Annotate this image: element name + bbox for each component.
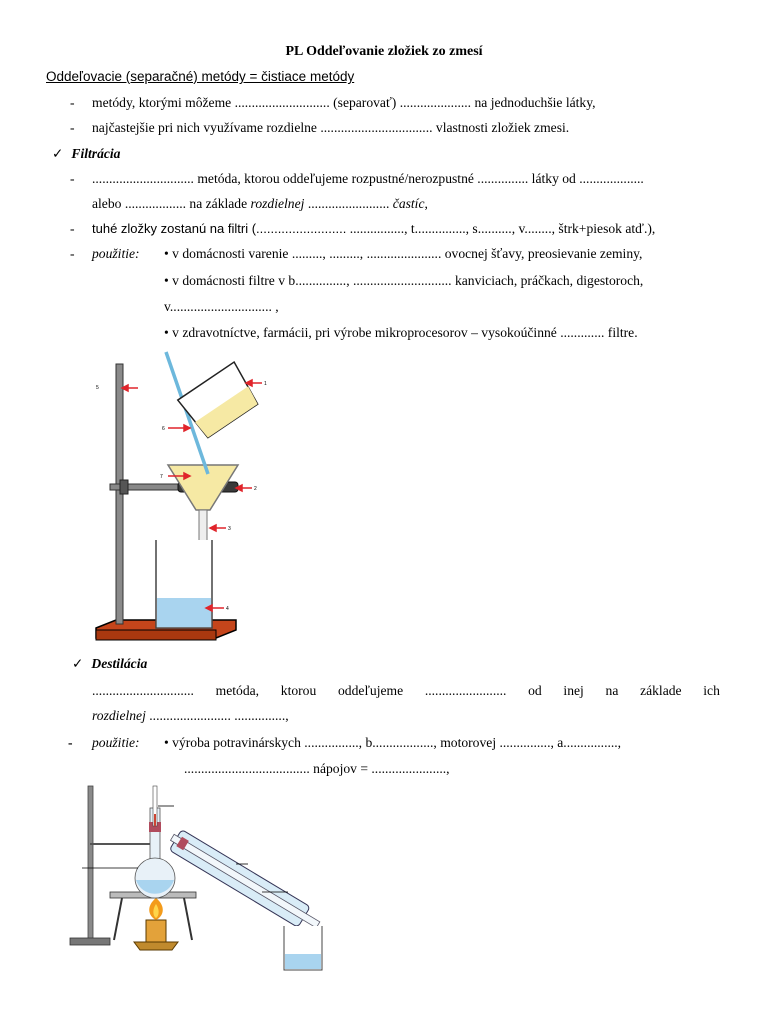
label-3: 3: [228, 526, 231, 532]
destilacia-title: Destilácia: [91, 656, 148, 671]
intro-line-1: metódy, ktorými môžeme ............................ (separovať) ..................... na jednoduchšie látky,: [92, 95, 596, 110]
dash-marker: -: [70, 120, 75, 135]
filtration-apparatus-illustration: [86, 348, 286, 652]
filtracia-line-2: alebo .................. na základe rozdielnej ........................ častíc,: [92, 196, 428, 211]
filtracia-line-3: tuhé zložky zostanú na filtri (......................... ................, t..............., s.........., v........, štrk+piesok atď.),: [92, 221, 656, 236]
distillation-apparatus-illustration: [66, 780, 336, 980]
intro-line-2: najčastejšie pri nich využívame rozdielne ................................. vlastnosti zložiek zmesi.: [92, 120, 570, 135]
label-1: 1: [264, 381, 267, 387]
filtracia-use-3: • v zdravotníctve, farmácii, pri výrobe mikroprocesorov – vysokoúčinné ............. filtre.: [164, 325, 638, 340]
check-icon: ✓: [72, 656, 84, 671]
label-2: 2: [254, 486, 257, 492]
destilacia-use-1: • výroba potravinárskych ................, b.................., motorovej ..............., a................,: [164, 735, 622, 750]
pouzitie-label: použitie:: [92, 246, 140, 261]
label-6: 6: [162, 426, 165, 432]
dash-marker: -: [70, 171, 75, 186]
destilacia-line-2: rozdielnej ........................ ...............,: [92, 708, 289, 723]
filtracia-use-2: • v domácnosti filtre v b..............., ............................. kanviciach, práčkach, digestoroch,: [164, 273, 644, 288]
filtracia-use-2b: v.............................. ,: [164, 299, 279, 314]
destilacia-line-1: .............................. metóda, ktorou oddeľujeme ........................ od inej na základe ich: [92, 683, 720, 698]
filtracia-title: Filtrácia: [71, 146, 121, 161]
section-subtitle: Oddeľovacie (separačné) metódy = čistiace metódy: [46, 69, 355, 84]
check-icon: ✓: [52, 146, 64, 161]
dash-marker: -: [70, 246, 75, 261]
dash-marker: -: [70, 221, 75, 236]
label-5: 5: [96, 385, 99, 391]
dash-marker: -: [70, 95, 75, 110]
label-7: 7: [160, 474, 163, 480]
filtracia-heading: [52, 146, 120, 162]
page-title: PL Oddeľovanie zložiek zo zmesí: [285, 44, 483, 59]
filtracia-use-1: • v domácnosti varenie ........., ........., ...................... ovocnej šťavy, preosievanie zeminy,: [164, 246, 643, 261]
destilacia-use-2: ..................................... nápojov = ......................,: [184, 761, 450, 776]
label-4: 4: [226, 606, 229, 612]
destilacia-heading: [72, 656, 147, 672]
dash-marker: -: [68, 735, 73, 750]
destilacia-pouzitie-label: použitie:: [92, 735, 140, 750]
filtracia-line-1: .............................. metóda, ktorou oddeľujeme rozpustné/nerozpustné ............... látky od ...................: [92, 171, 644, 186]
